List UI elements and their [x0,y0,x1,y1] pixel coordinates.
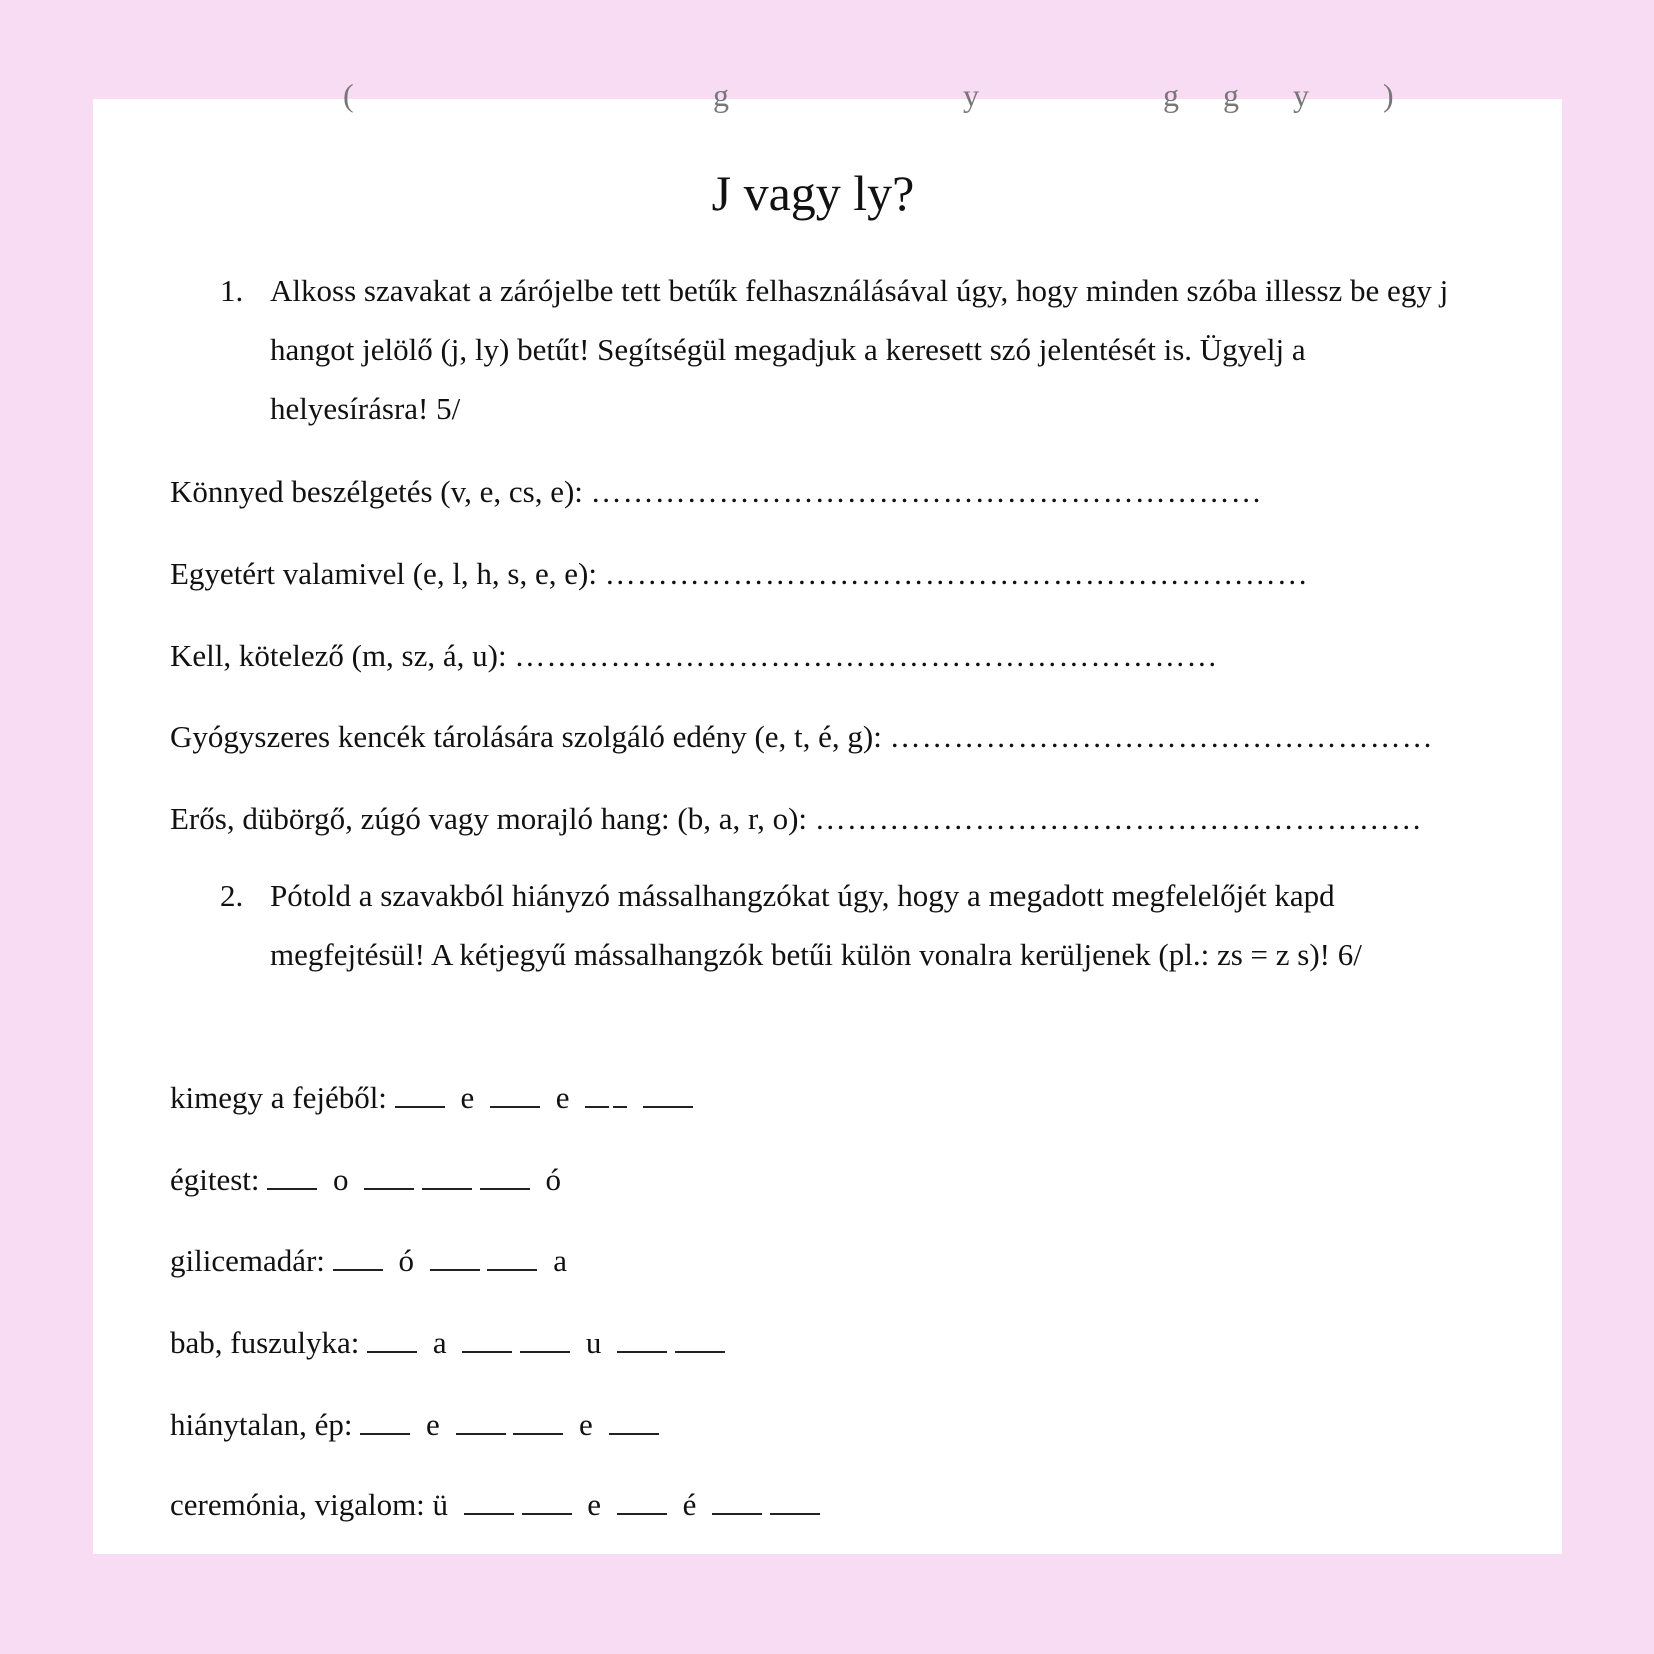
item-label: Erős, dübörgő, zúgó vagy morajló hang: (b, a, r, o): [170,801,807,836]
letter-blank[interactable] [520,1323,570,1353]
worksheet-page [93,77,1562,1554]
task-2-item [170,1241,575,1281]
given-letter: ü [432,1487,449,1522]
worksheet-title: J vagy ly? [711,165,915,221]
given-letter: é [682,1487,697,1522]
given-letter: ó [545,1162,562,1197]
letter-blank[interactable] [490,1078,540,1108]
answer-dots[interactable]: ……………………………………………………… [590,474,1263,509]
letter-blank[interactable] [267,1160,317,1190]
letter-blank[interactable] [770,1485,820,1515]
item-label: égitest: [170,1162,260,1197]
item-label: Könnyed beszélgetés (v, e, cs, e): [170,474,583,509]
letter-blank[interactable] [617,1323,667,1353]
letter-blank[interactable] [395,1078,445,1108]
given-letter: o [333,1162,349,1197]
letter-blank[interactable] [585,1078,609,1108]
answer-dots[interactable]: ………………………………………………………… [514,638,1219,673]
task-1-number: 1. [220,273,244,308]
letter-blank[interactable] [364,1160,414,1190]
task-2-item [170,1078,693,1118]
letter-blank[interactable] [480,1160,530,1190]
given-letter: e [555,1080,570,1115]
task-2-item [170,1405,659,1445]
letter-blank[interactable] [609,1405,659,1435]
item-label: kimegy a fejéből: [170,1080,387,1115]
given-letter: e [460,1080,475,1115]
letter-blank[interactable] [617,1485,667,1515]
task-1-item [170,554,1309,594]
item-label: Gyógyszeres kencék tárolására szolgáló edény (e, t, é, g): [170,719,882,754]
given-letter: e [426,1407,440,1442]
answer-dots[interactable]: ………………………………………………… [814,801,1423,836]
task-1-item [170,636,1218,676]
letter-blank[interactable] [462,1323,512,1353]
task-1-text: Alkoss szavakat a zárójelbe tett betűk felhasználásával úgy, hogy minden szóba illessz be egy j hangot jelölő (j, ly) betűt! Segítségül megadjuk a keresett szó jelentését is. Ügyelj a helyesírásra! 5/ [270,273,1449,426]
letter-blank[interactable] [613,1078,627,1108]
letter-blank[interactable] [712,1485,762,1515]
given-letter: a [553,1243,567,1278]
given-letter: e [579,1407,593,1442]
letter-blank[interactable] [456,1405,506,1435]
item-label: Egyetért valamivel (e, l, h, s, e, e): [170,556,597,591]
answer-dots[interactable]: ………………………………………………………… [604,556,1309,591]
task-1-item [170,717,1434,757]
given-letter: u [585,1325,602,1360]
item-label: ceremónia, vigalom: [170,1487,425,1522]
letter-blank[interactable] [675,1323,725,1353]
item-label: gilicemadár: [170,1243,325,1278]
given-letter: e [587,1487,602,1522]
cropped-previous-line: ( g y g g y ) [343,77,1394,113]
given-letter: a [432,1325,447,1360]
item-label: Kell, kötelező (m, sz, á, u): [170,638,507,673]
letter-blank[interactable] [643,1078,693,1108]
letter-blank[interactable] [367,1323,417,1353]
item-label: bab, fuszulyka: [170,1325,360,1360]
letter-blank[interactable] [333,1241,383,1271]
letter-blank[interactable] [464,1485,514,1515]
letter-blank[interactable] [522,1485,572,1515]
task-2-item [170,1323,725,1363]
task-1-item [170,472,1263,512]
task-1-item [170,799,1423,839]
letter-blank[interactable] [422,1160,472,1190]
letter-blank[interactable] [513,1405,563,1435]
letter-blank[interactable] [487,1241,537,1271]
task-2-number: 2. [220,878,244,913]
item-label: hiánytalan, ép: [170,1407,353,1442]
task-2-item [170,1160,569,1200]
letter-blank[interactable] [360,1405,410,1435]
answer-dots[interactable]: …………………………………………… [889,719,1434,754]
task-2-text: Pótold a szavakból hiányzó mássalhangzókat úgy, hogy a megadott megfelelőjét kapd megfejtésül! A kétjegyű mássalhangzók betűi külön vonalra kerüljenek (pl.: zs = z s)! 6/ [270,878,1362,972]
given-letter: ó [398,1243,414,1278]
task-2-item [170,1485,820,1525]
letter-blank[interactable] [430,1241,480,1271]
